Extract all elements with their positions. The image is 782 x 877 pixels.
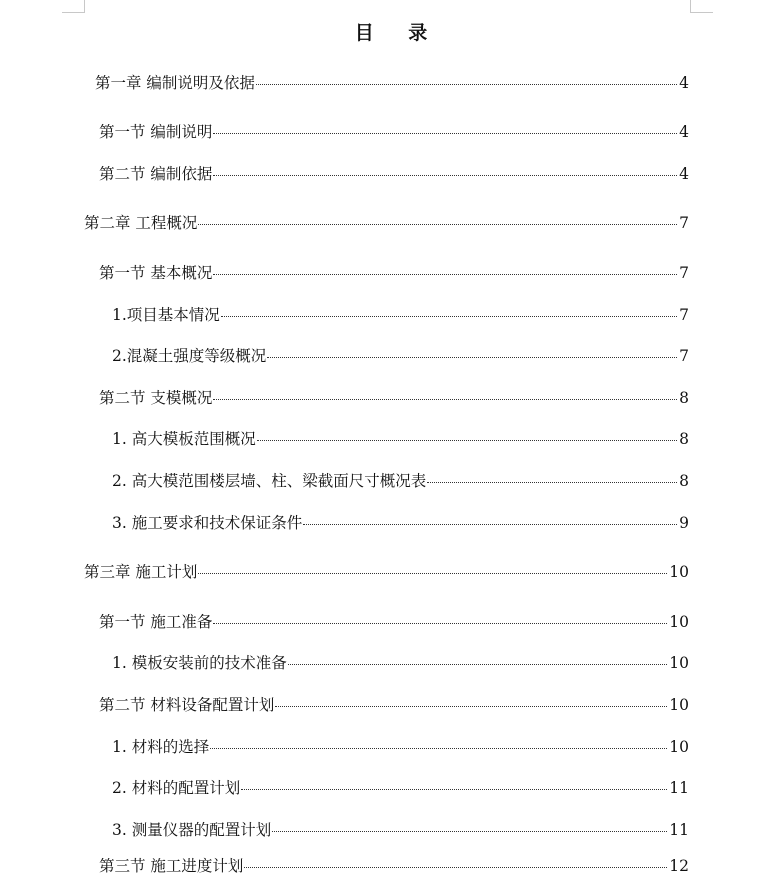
toc-entry-text: 3. 施工要求和技术保证条件	[112, 514, 303, 532]
toc-entry-text: 第二章 工程概况	[84, 214, 198, 232]
toc-leader	[221, 316, 677, 317]
toc-entry[interactable]	[99, 121, 689, 143]
toc-entry-text: 第二节 编制依据	[99, 165, 213, 183]
toc-leader	[267, 357, 677, 358]
toc-leader	[256, 84, 677, 85]
toc-entry-page: 7	[679, 347, 689, 365]
toc-entry[interactable]	[84, 561, 689, 583]
crop-mark-top-right	[690, 0, 713, 13]
toc-entry-text: 2. 高大模范围楼层墙、柱、梁截面尺寸概况表	[112, 472, 427, 490]
toc-entry[interactable]	[99, 163, 689, 185]
toc-entry-page: 10	[669, 563, 689, 581]
toc-leader	[198, 224, 677, 225]
toc-entry-text: 第三章 施工计划	[84, 563, 198, 581]
toc-entry[interactable]	[112, 819, 689, 841]
toc-entry[interactable]	[99, 611, 689, 633]
toc-entry-page: 4	[679, 165, 689, 183]
toc-leader	[213, 133, 677, 134]
toc-entry-text: 第一节 施工准备	[99, 613, 213, 631]
toc-entry-text: 第二节 材料设备配置计划	[99, 696, 275, 714]
toc-leader	[213, 274, 677, 275]
toc-entry-page: 4	[679, 123, 689, 141]
toc-entry[interactable]	[99, 694, 689, 716]
toc-entry-text: 第一节 编制说明	[99, 123, 213, 141]
toc-leader	[241, 789, 667, 790]
toc-entry-page: 11	[669, 821, 689, 839]
toc-leader	[427, 482, 677, 483]
toc-entry-text: 2. 材料的配置计划	[112, 779, 241, 797]
toc-title: 目 录	[354, 22, 442, 44]
toc-leader	[198, 573, 667, 574]
toc-leader	[213, 399, 677, 400]
toc-entry-page: 8	[679, 389, 689, 407]
toc-entry[interactable]	[95, 72, 689, 94]
toc-entry-page: 7	[679, 264, 689, 282]
toc-entry-text: 第二节 支模概况	[99, 389, 213, 407]
toc-entry[interactable]	[112, 736, 689, 758]
toc-entry[interactable]	[99, 855, 689, 877]
toc-leader	[213, 175, 677, 176]
toc-entry-page: 7	[679, 214, 689, 232]
toc-entry[interactable]	[112, 345, 689, 367]
toc-entry-text: 2.混凝土强度等级概况	[112, 347, 267, 365]
toc-entry-page: 7	[679, 306, 689, 324]
crop-mark-top-left	[62, 0, 85, 13]
toc-leader	[210, 748, 667, 749]
toc-entry-text: 第一章 编制说明及依据	[95, 74, 255, 92]
toc-entry-page: 12	[669, 857, 689, 875]
toc-entry[interactable]	[112, 470, 689, 492]
toc-entry[interactable]	[99, 262, 689, 284]
toc-entry-page: 9	[679, 514, 689, 532]
toc-entry-page: 10	[669, 654, 689, 672]
toc-leader	[244, 867, 667, 868]
toc-entry-page: 10	[669, 738, 689, 756]
toc-entry-text: 第三节 施工进度计划	[99, 857, 244, 875]
toc-entry-page: 10	[669, 696, 689, 714]
toc-entry[interactable]	[112, 777, 689, 799]
toc-entry[interactable]	[112, 428, 689, 450]
toc-entry[interactable]	[99, 387, 689, 409]
toc-entry-page: 8	[679, 430, 689, 448]
toc-entry-page: 8	[679, 472, 689, 490]
toc-leader	[272, 831, 667, 832]
toc-leader	[213, 623, 667, 624]
toc-entry-text: 第一节 基本概况	[99, 264, 213, 282]
toc-entry[interactable]	[112, 652, 689, 674]
toc-entry[interactable]	[112, 512, 689, 534]
toc-entry-page: 4	[679, 74, 689, 92]
toc-entry-text: 1. 模板安装前的技术准备	[112, 654, 287, 672]
toc-leader	[257, 440, 677, 441]
toc-entry-text: 1.项目基本情况	[112, 306, 220, 324]
toc-entry-page: 10	[669, 613, 689, 631]
toc-leader	[288, 664, 668, 665]
toc-entry-text: 1. 高大模板范围概况	[112, 430, 256, 448]
toc-entry-text: 1. 材料的选择	[112, 738, 210, 756]
toc-entry[interactable]	[84, 212, 689, 234]
toc-entry[interactable]	[112, 304, 689, 326]
toc-entry-text: 3. 测量仪器的配置计划	[112, 821, 272, 839]
toc-leader	[303, 524, 677, 525]
toc-leader	[275, 706, 667, 707]
toc-entry-page: 11	[669, 779, 689, 797]
